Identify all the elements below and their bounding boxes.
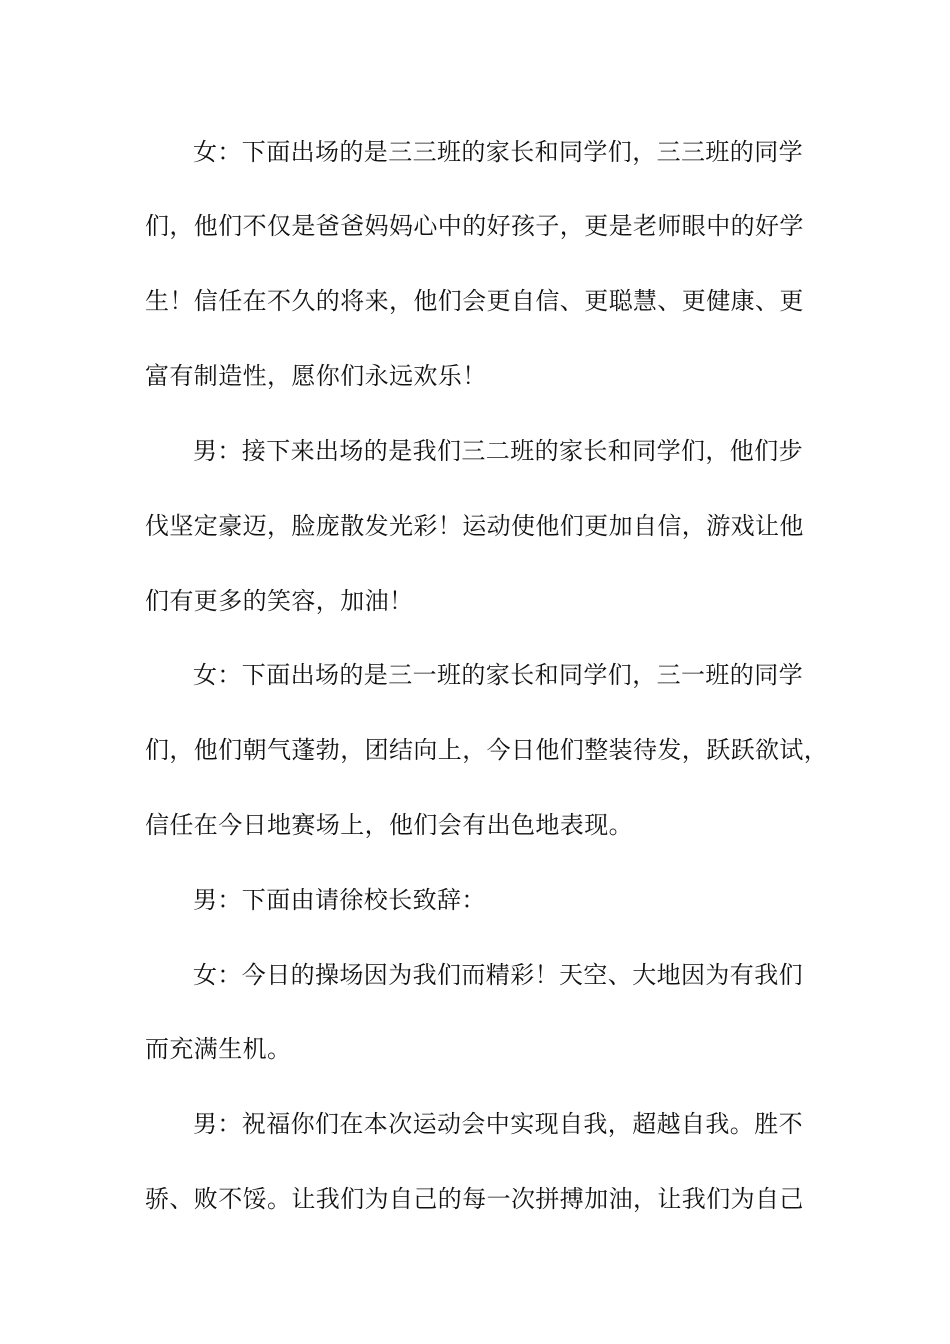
text-line: 女：今日的操场因为我们而精彩！天空、大地因为有我们 [193, 961, 803, 989]
text-line: 们，他们朝气蓬勃，团结向上，今日他们整装待发，跃跃欲试， [145, 736, 829, 764]
text-line: 男：下面由请徐校长致辞： [193, 886, 486, 914]
text-line: 们，他们不仅是爸爸妈妈心中的好孩子，更是老师眼中的好学 [145, 212, 804, 240]
text-line: 而充满生机。 [145, 1035, 292, 1063]
text-line: 男：接下来出场的是我们三二班的家长和同学们，他们步 [193, 437, 803, 465]
text-line: 信任在今日地赛场上，他们会有出色地表现。 [145, 811, 633, 839]
text-line: 女：下面出场的是三三班的家长和同学们，三三班的同学 [193, 138, 803, 166]
text-line: 生！信任在不久的将来，他们会更自信、更聪慧、更健康、更 [145, 287, 804, 315]
text-line: 伐坚定豪迈，脸庞散发光彩！运动使他们更加自信，游戏让他 [145, 512, 804, 540]
text-line: 男：祝福你们在本次运动会中实现自我，超越自我。胜不 [193, 1110, 803, 1138]
text-line: 骄、败不馁。让我们为自己的每一次拼搏加油，让我们为自己 [145, 1185, 804, 1213]
text-line: 富有制造性，愿你们永远欢乐！ [145, 362, 487, 390]
text-line: 女：下面出场的是三一班的家长和同学们，三一班的同学 [193, 661, 803, 689]
text-line: 们有更多的笑容，加油！ [145, 587, 414, 615]
